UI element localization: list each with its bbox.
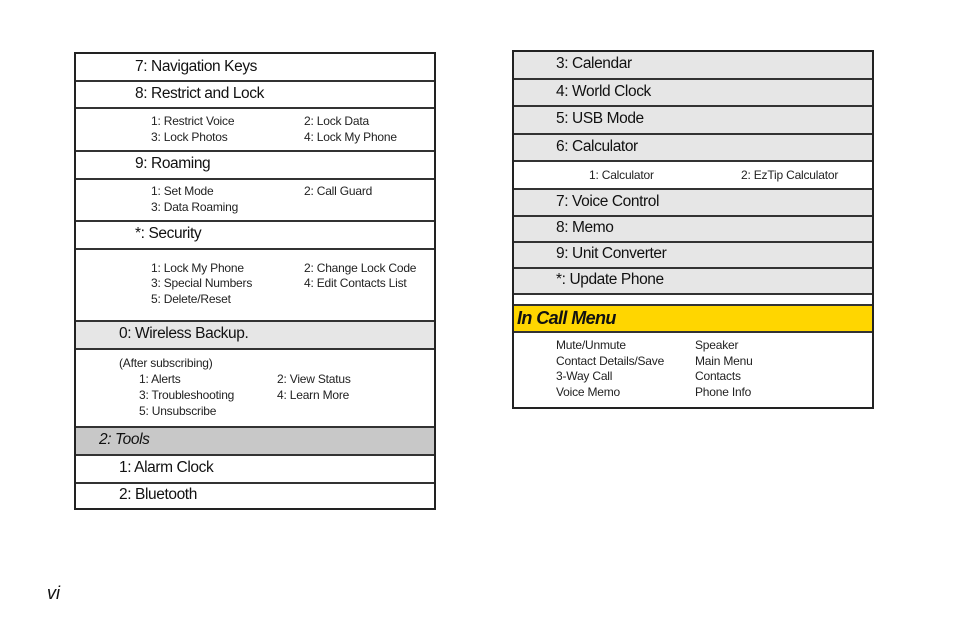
menu-row-world-clock <box>514 80 872 107</box>
in-call-menu-list <box>514 333 872 407</box>
menu-label-navigation-keys: 7: Navigation Keys <box>135 58 258 75</box>
menu-row-bluetooth <box>76 484 434 510</box>
menu-row-security <box>76 222 434 250</box>
in-call-menu-header <box>514 306 872 333</box>
submenu-wireless-backup <box>76 350 434 428</box>
left-menu-panel <box>74 52 436 510</box>
menu-row-memo <box>514 217 872 243</box>
menu-label-wireless-backup: 0: Wireless Backup. <box>119 325 249 342</box>
submenu-item: 2: EzTip Calculator <box>741 168 839 182</box>
in-call-item: Mute/Unmute <box>556 338 626 352</box>
right-menu-panel <box>512 50 874 409</box>
submenu-security <box>76 250 434 322</box>
menu-label-alarm-clock: 1: Alarm Clock <box>119 459 214 476</box>
submenu-item: 4: Edit Contacts List <box>304 276 407 290</box>
menu-section-tools <box>76 428 434 456</box>
submenu-item: 5: Delete/Reset <box>151 292 231 306</box>
in-call-menu-title: In Call Menu <box>517 308 616 328</box>
submenu-item: 2: View Status <box>277 372 351 386</box>
submenu-calculator <box>514 162 872 190</box>
menu-label-unit-converter: 9: Unit Converter <box>556 245 667 262</box>
submenu-item: 3: Lock Photos <box>151 130 228 144</box>
submenu-item: 3: Troubleshooting <box>139 388 235 402</box>
menu-label-calculator: 6: Calculator <box>556 138 638 155</box>
menu-row-navigation-keys <box>76 54 434 82</box>
submenu-item: 1: Lock My Phone <box>151 261 244 275</box>
menu-label-memo: 8: Memo <box>556 219 614 236</box>
backup-note: (After subscribing) <box>119 356 213 370</box>
menu-label-roaming: 9: Roaming <box>135 155 211 172</box>
menu-row-unit-converter <box>514 243 872 269</box>
submenu-item: 1: Set Mode <box>151 184 214 198</box>
submenu-item: 1: Alerts <box>139 372 181 386</box>
submenu-roaming <box>76 180 434 222</box>
menu-label-restrict-and-lock: 8: Restrict and Lock <box>135 85 264 102</box>
submenu-item: 1: Restrict Voice <box>151 114 235 128</box>
menu-row-update-phone <box>514 269 872 295</box>
menu-label-bluetooth: 2: Bluetooth <box>119 486 197 503</box>
in-call-item: Speaker <box>695 338 739 352</box>
menu-label-voice-control: 7: Voice Control <box>556 193 660 210</box>
menu-row-roaming <box>76 152 434 180</box>
menu-row-wireless-backup <box>76 322 434 350</box>
submenu-item: 2: Call Guard <box>304 184 373 198</box>
menu-row-calculator <box>514 135 872 162</box>
in-call-item: Phone Info <box>695 385 752 399</box>
menu-label-usb-mode: 5: USB Mode <box>556 110 644 127</box>
in-call-item: Main Menu <box>695 354 753 368</box>
submenu-item: 2: Lock Data <box>304 114 369 128</box>
submenu-item: 2: Change Lock Code <box>304 261 417 275</box>
submenu-item: 3: Data Roaming <box>151 200 239 214</box>
submenu-item: 4: Learn More <box>277 388 350 402</box>
menu-label-world-clock: 4: World Clock <box>556 83 651 100</box>
menu-row-restrict-and-lock <box>76 82 434 109</box>
in-call-item: Voice Memo <box>556 385 621 399</box>
submenu-item: 5: Unsubscribe <box>139 404 217 418</box>
in-call-item: Contact Details/Save <box>556 354 665 368</box>
menu-row-alarm-clock <box>76 456 434 484</box>
in-call-item: 3-Way Call <box>556 369 613 383</box>
in-call-item: Contacts <box>695 369 741 383</box>
spacer-row <box>514 295 872 306</box>
page-number: vi <box>47 583 60 603</box>
menu-label-calendar: 3: Calendar <box>556 55 632 72</box>
submenu-restrict-and-lock <box>76 109 434 152</box>
menu-row-calendar <box>514 52 872 80</box>
menu-row-voice-control <box>514 190 872 217</box>
submenu-item: 4: Lock My Phone <box>304 130 397 144</box>
menu-row-usb-mode <box>514 107 872 135</box>
menu-label-security: *: Security <box>135 225 202 242</box>
submenu-item: 3: Special Numbers <box>151 276 253 290</box>
submenu-item: 1: Calculator <box>589 168 654 182</box>
menu-label-update-phone: *: Update Phone <box>556 271 664 288</box>
section-label-tools: 2: Tools <box>99 431 150 448</box>
